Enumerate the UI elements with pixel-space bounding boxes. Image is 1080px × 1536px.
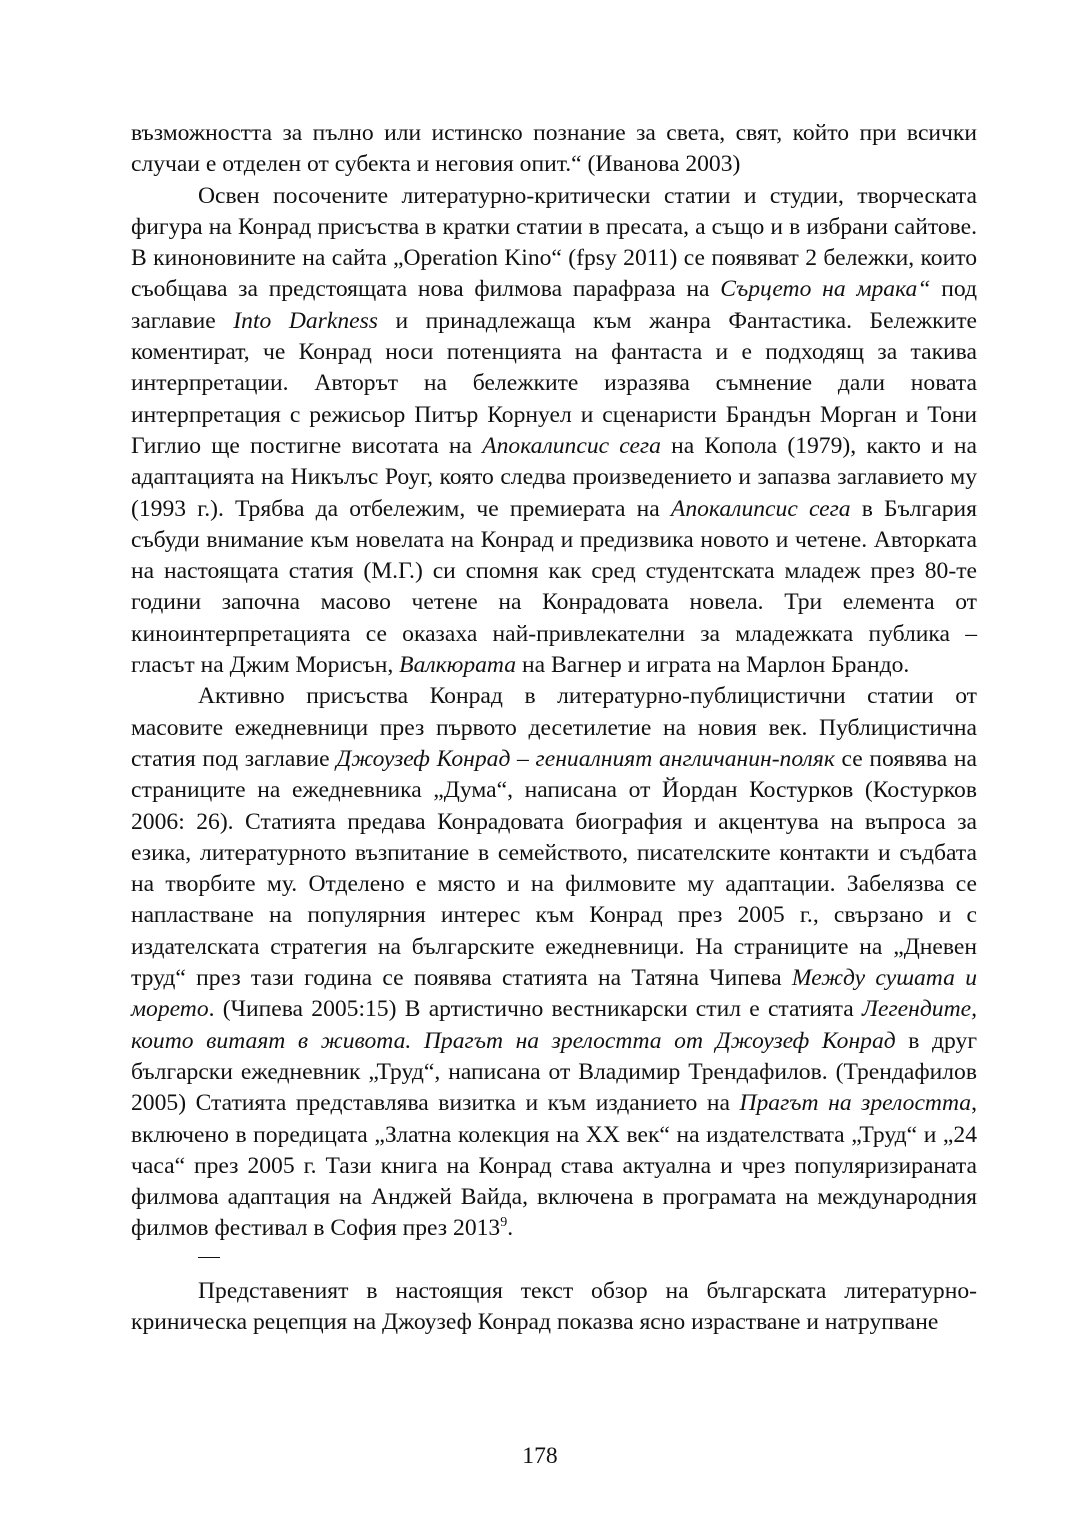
paragraph-4: Представеният в настоящия текст обзор на българската литературно-криническа рецепция на Джоузеф Конрад показва ясно израстване и натрупване <box>131 1277 977 1335</box>
italic-title: Между сушата и морето <box>131 965 977 1023</box>
italic-title: Сърцето на мрака“ <box>720 276 931 303</box>
paragraph-3: Активно присъства Конрад в литературно-публицистични статии от масовите ежедневници през първото десетилетие на новия век. Публицистична статия под заглавие Джоузеф Конрад – гениалният англичанин-поляк се появява на страниците на ежедневника „Дума“, написана от Йордан Костурков (Костурков 2006: 26). Статията предава Конрадовата биография и акцентува на въпроса за езика, литературното възпитание в семейството, писателските контакти и съдбата на творбите му. Отделено е място и на филмовите му адаптации. Забелязва се напластване на популярния интерес към Конрад през 2005 г., свързано и с издателската стратегия на българските ежедневници. На страниците на „Дневен труд“ през тази година се появява статията на Татяна Чипева Между сушата и морето. (Чипева 2005:15) В артистично вестникарски стил е статията Легендите, които витаят в живота. Прагът на зрелостта от Джоузеф Конрад в друг български ежедневник „Труд“, написана от Владимир Трендафилов. (Трендафилов 2005) Статията представлява визитка и към изданието на Прагът на зрелостта, включено в поредицата „Златна колекция на ХХ век“ на издателствата „Труд“ и „24 часа“ през 2005 г. Тази книга на Конрад става актуална и чрез популяризираната филмова адаптация на Анджей Вайда, включена в програмата на международния филмов фестивал в София през 2013$^9$. <box>131 683 978 1242</box>
italic-title: Прагът на зрелостта <box>739 1090 972 1117</box>
italic-title: Into Darkness <box>233 307 378 334</box>
body-text <box>131 118 977 1338</box>
italic-title: Легендите, които витаят в живота. Прагът на зрелостта от Джоузеф Конрад <box>131 996 977 1054</box>
italic-title: Апокалипсис сега <box>482 432 661 459</box>
italic-title: Джоузеф Конрад – гениалният англичанин-поляк <box>336 745 835 772</box>
section-separator <box>198 1257 220 1258</box>
paragraph-1: възможността за пълно или истинско познание за света, свят, който при всички случаи е отделен от субекта и неговия опит.“ (Иванова 2003) <box>131 120 977 178</box>
footnote-marker: 9 <box>500 1215 508 1231</box>
paragraph-2: Освен посочените литературно-критически статии и студии, творческата фигура на Конрад присъства в кратки статии в пресата, а също и в избрани сайтове. В киноновините на сайта „Operation Kino“ (fpsy 2011) се появяват 2 бележки, които съобщава за предстоящата нова филмова парафраза на Сърцето на мрака“ под заглавие Into Darkness и принадлежаща към жанра Фантастика. Бележките коментират, че Конрад носи потенцията на фантаста и е подходящ за такива интерпретации. Авторът на бележките изразява съмнение дали новата интерпретация с режисьор Питър Корнуел и сценаристи Брандън Морган и Тони Гиглио ще постигне висотата на Апокалипсис сега на Копола (1979), както и на адаптацията на Никълъс Роуг, която следва произведението и запазва заглавието му (1993 г.). Трябва да отбележим, че премиерата на Апокалипсис сега в България събуди внимание към новелата на Конрад и предизвика новото и четене. Авторката на настоящата статия (М.Г.) си спомня как сред студентската младеж през 80-те години започна масово четене на Конрадовата новела. Три елемента от киноинтерпретацията се оказаха най-привлекателни за младежката публика – гласът на Джим Морисън, Валкюрата на Вагнер и играта на Марлон Брандо. <box>131 182 978 679</box>
italic-title: Валкюрата <box>399 652 517 679</box>
italic-title: Апокалипсис сега <box>670 495 851 522</box>
page-number: 178 <box>522 1443 558 1469</box>
